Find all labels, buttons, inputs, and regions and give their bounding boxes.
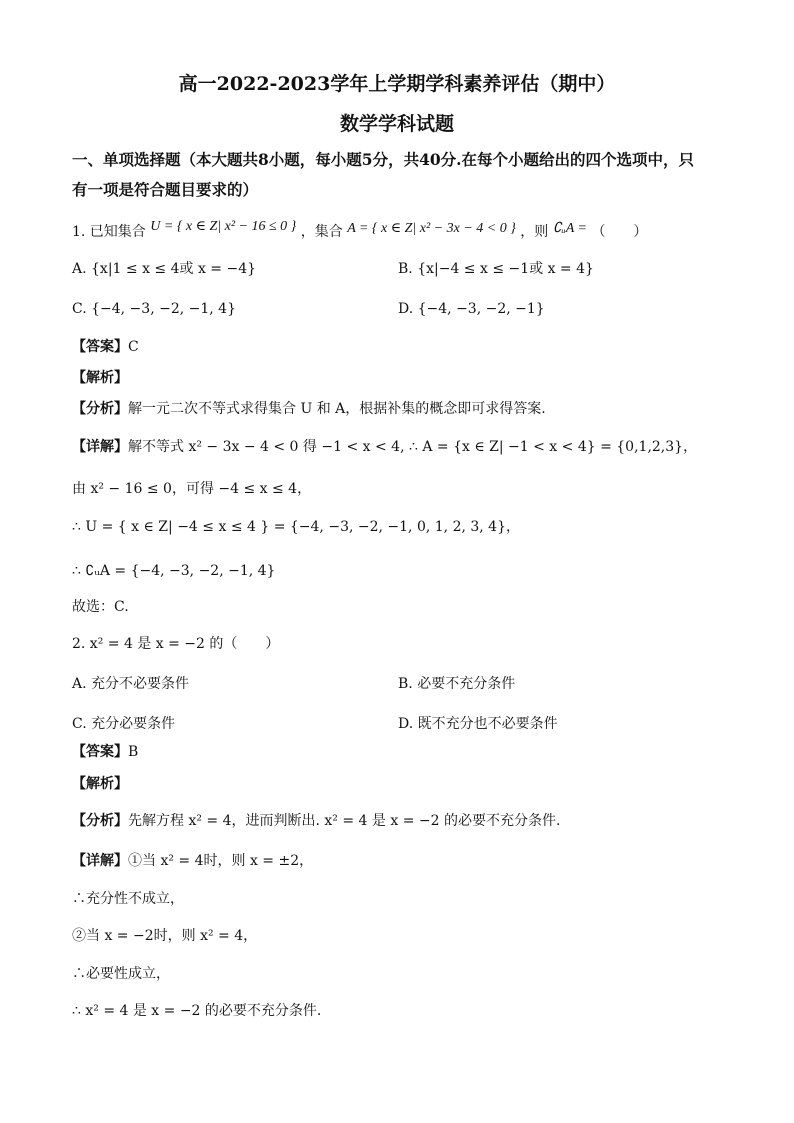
q2-answer xyxy=(72,744,138,761)
page-title: 高一2022-2023学年上学期学科素养评估（期中） xyxy=(178,73,616,95)
q2-step5: ∴ x² = 4 是 x = −2 的必要不充分条件. xyxy=(72,1003,322,1019)
q1-step3: ∴ U = { x ∈ Z| −4 ≤ x ≤ 4 } = {−4, −3, −2, −1, 0, 1, 2, 3, 4}， xyxy=(72,519,520,535)
question-2-stem: 2. x² = 4 是 x = −2 的（ ） xyxy=(72,636,280,652)
q1-analysis-tag: 【解析】 xyxy=(72,370,128,386)
q2-fenxi-tag: 【分析】 xyxy=(72,813,128,829)
q2-step4: ∴必要性成立， xyxy=(72,966,170,982)
q2-answer-tag: 【答案】 xyxy=(72,744,128,760)
q1-option-a: A. {x|1 ≤ x ≤ 4或 x = −4} xyxy=(72,261,257,277)
q1-option-c: C. {−4, −3, −2, −1, 4} xyxy=(72,301,236,317)
q1-option-d: D. {−4, −3, −2, −1} xyxy=(398,301,545,317)
q2-step2: ∴充分性不成立， xyxy=(72,891,184,907)
section-heading-line1: 一、单项选择题（本大题共8小题，每小题5分，共40分.在每个小题给出的四个选项中，只 xyxy=(72,150,695,169)
q2-fenxi-text: 先解方程 x² = 4，进而判断出. x² = 4 是 x = −2 的必要不充分条件. xyxy=(128,813,561,829)
q1-step4: ∴ ∁ᵤA = {−4, −3, −2, −1, 4} xyxy=(72,563,276,579)
q1-step2: 由 x² − 16 ≤ 0，可得 −4 ≤ x ≤ 4， xyxy=(72,481,312,497)
q1-xiangjie-tag: 【详解】 xyxy=(72,439,128,455)
q1-set-u: U = { x ∈ Z| x² − 16 ≤ 0 } xyxy=(150,219,297,234)
q2-option-a: A. 充分不必要条件 xyxy=(72,676,190,692)
q2-xiangjie-tag: 【详解】 xyxy=(72,853,128,869)
q1-fenxi-text: 解一元二次不等式求得集合 U 和 A，根据补集的概念即可求得答案. xyxy=(128,401,546,417)
q1-option-b: B. {x|−4 ≤ x ≤ −1或 x = 4} xyxy=(398,261,594,277)
q1-answer-tag: 【答案】 xyxy=(72,339,128,355)
q2-answer-value: B xyxy=(128,744,139,760)
page-subtitle: 数学学科试题 xyxy=(339,113,454,135)
q1-stem-part1: 1. 已知集合 xyxy=(72,224,146,240)
q1-xiangjie-text: 解不等式 x² − 3x − 4 < 0 得 −1 < x < 4, ∴ A = {x ∈ Z| −1 < x < 4} = {0,1,2,3}， xyxy=(128,439,698,455)
q1-fenxi-tag: 【分析】 xyxy=(72,401,128,417)
q2-option-d: D. 既不充分也不必要条件 xyxy=(398,716,558,732)
q2-option-b: B. 必要不充分条件 xyxy=(398,676,516,692)
q2-analysis-tag: 【解析】 xyxy=(72,776,128,792)
question-1-stem xyxy=(72,219,648,242)
q1-conclusion: 故选：C. xyxy=(72,599,129,615)
q1-stem-part3: ，则 xyxy=(520,224,549,240)
q1-stem-part4: （ ） xyxy=(591,224,648,240)
section-heading-line2: 有一项是符合题目要求的） xyxy=(72,180,259,199)
q1-stem-part2: ，集合 xyxy=(300,224,343,240)
q2-xiangjie-text: ①当 x² = 4时，则 x = ±2， xyxy=(128,853,314,869)
q2-xiangjie xyxy=(72,853,313,870)
q1-fenxi xyxy=(72,401,546,418)
q2-option-c: C. 充分必要条件 xyxy=(72,716,176,732)
q1-answer xyxy=(72,339,139,356)
q2-fenxi xyxy=(72,813,560,830)
q1-answer-value: C xyxy=(128,339,139,355)
q2-step3: ②当 x = −2时，则 x² = 4， xyxy=(72,928,258,944)
q1-xiangjie xyxy=(72,439,697,456)
q1-complement: ∁ᵤA = xyxy=(552,221,587,236)
q1-set-a: A = { x ∈ Z| x² − 3x − 4 < 0 } xyxy=(347,221,516,236)
